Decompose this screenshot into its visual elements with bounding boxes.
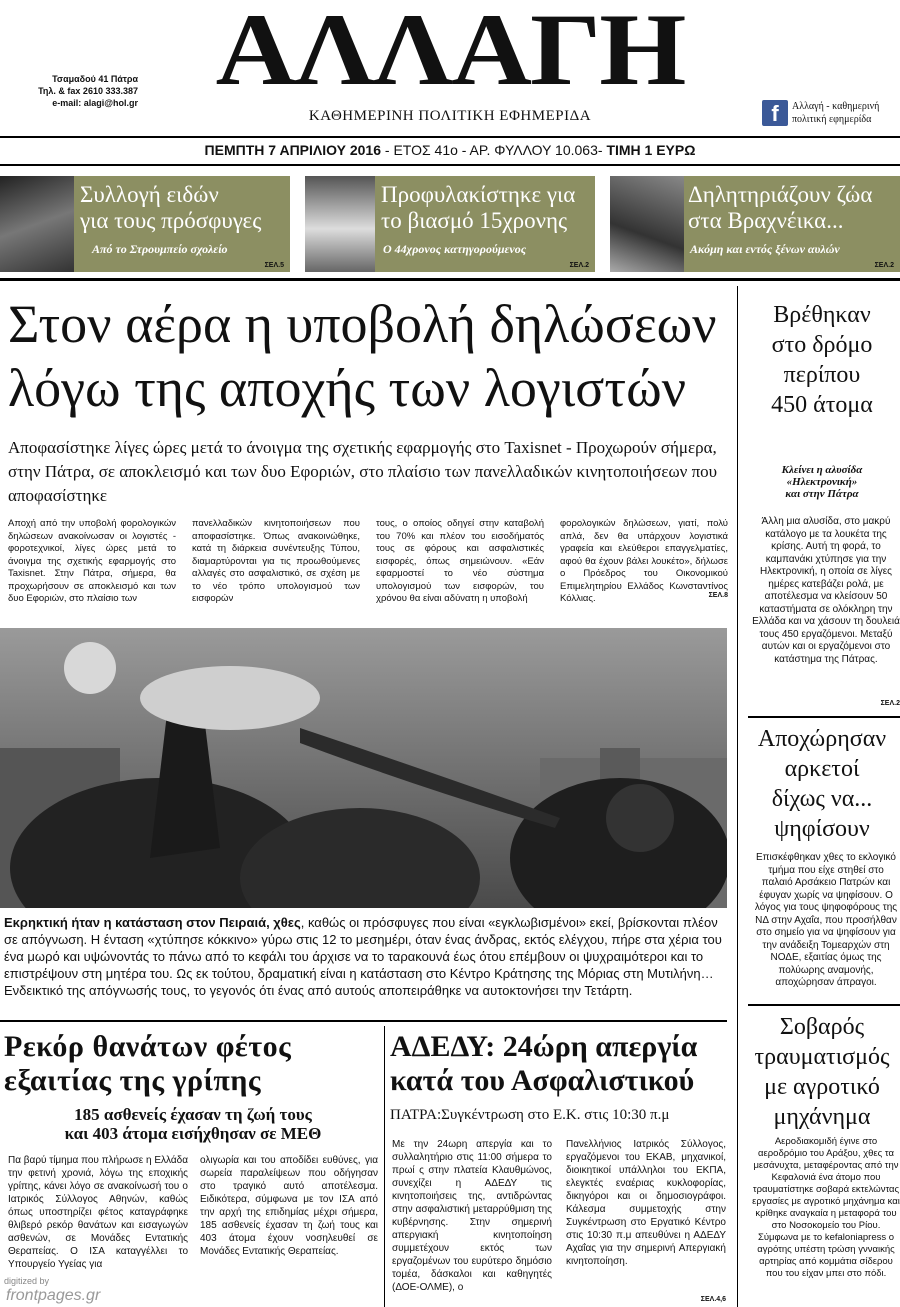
issue-number: - ΕΤΟΣ 41ο - ΑΡ. ΦΥΛΛΟΥ 10.063- (381, 142, 607, 158)
teaser-title: Προφυλακίστηκε για (381, 182, 576, 207)
flu-column: ολιγωρία και του αποδίδει ευθύνες, για σωρεία παραλείψεων που οδήγησαν στο τραγικό αυτό αποτέλεσμα. Ειδικότερα, σύμφωνα με τον ΙΣΑ από την αρχή της επιδημίας μέχρι σήμερα, 185 ασθενείς έχασαν τη ζωή τους και 403 άτομα έχουν νοσηλευθεί σε Μονάδες Εντατικής Θεραπείας. (200, 1155, 378, 1257)
teaser-title: Δηλητηριάζουν ζώα (688, 182, 873, 207)
headline-line: λόγω της αποχής των λογιστών (8, 358, 687, 418)
sidebar-headline[interactable] (744, 300, 900, 420)
caption-lead: Εκρηκτική ήταν η κατάσταση στον Πειραιά, χθες (4, 915, 301, 930)
page-ref: ΣΕΛ.5 (264, 262, 284, 269)
teaser-subtitle: Από το Στρουμπείο σχολείο (92, 242, 228, 256)
teaser-title: για τους πρόσφυγες (80, 208, 262, 233)
teaser-photo (305, 176, 375, 272)
lead-deck: Αποφασίστηκε λίγες ώρες μετά το άνοιγμα της σχετικής εφαρμογής στο Taxisnet - Προχωρούν σήμερα, στην Πάτρα, σε αποκλεισμό και των δυο Εφοριών, στο πλαίσιο των πανελλαδικών κινητοποιήσεων που αποφασίστηκε (8, 438, 718, 505)
address-line: Τσαμαδού 41 Πάτρα (52, 74, 138, 84)
headline-line: περίπου (783, 362, 861, 388)
rule (0, 136, 900, 138)
facebook-icon: f (762, 100, 788, 126)
subhead-line: Κλείνει η αλυσίδα (781, 464, 863, 476)
headline-line: Ρεκόρ θανάτων φέτος (4, 1030, 292, 1063)
rule (0, 164, 900, 166)
headline-line: Σοβαρός (779, 1014, 865, 1040)
lead-headline[interactable] (8, 292, 738, 420)
subhead-line: και στην Πάτρα (785, 488, 859, 500)
masthead-logo: ΑΛΛΑΓΗ (215, 0, 685, 108)
headline-line: Στον αέρα η υποβολή δηλώσεων (8, 294, 717, 354)
headline-line: μηχάνημα (773, 1104, 871, 1130)
facebook-line: Αλλαγή - καθημερινή (792, 101, 880, 112)
page-ref: ΣΕΛ.2 (880, 700, 900, 707)
headline-line: εξαιτίας της γρίπης (4, 1064, 262, 1097)
watermark: frontpages.gr (6, 1287, 101, 1304)
teaser-refugee-items[interactable] (0, 176, 290, 272)
photo-caption (4, 914, 726, 999)
column-divider (384, 1026, 385, 1307)
lead-column: πανελλαδικών κινητοποιήσεων που αποφασίστηκε. Όπως ανακοινώθηκε, κατά τη διάρκεια συνέντευξης Τύπου, διαμαρτύρονται για τις προωθούμενες αλλαγές στο ασφαλιστικό, σε σχέση με το νέο τρόπο υπολογισμού των εισφορών (192, 518, 360, 604)
page-ref: ΣΕΛ.4,6 (700, 1296, 726, 1303)
sidebar-body: Άλλη μια αλυσίδα, στο μακρύ κατάλογο με τα λουκέτα της κρίσης. Αυτή τη φορά, το καμπανάκι χτύπησε για την Ηλεκτρονική, η οποία σε λίγες ημέρες κατεβάζει ρολά, με αποτέλεσμα να κλείσουν 50 καταστήματα σε ολόκληρη την Ελλάδα και να χάσουν τη δουλειά τους 450 εργαζόμενοι. Μεταξύ αυτών και οι εργαζόμενοι στο κατάστημα της Πάτρας. (752, 516, 900, 665)
headline-line: αρκετοί (784, 756, 860, 782)
email-line[interactable]: e-mail: alagi@hol.gr (52, 98, 138, 108)
rule (748, 1004, 900, 1006)
facebook-line: πολιτική εφημερίδα (792, 114, 872, 125)
issue-date: ΠΕΜΠΤΗ 7 ΑΠΡΙΛΙΟΥ 2016 (204, 142, 382, 158)
sidebar-body: Επισκέφθηκαν χθες το εκλογικό τμήμα που είχε στηθεί στο παλαιό Αρσάκειο Πατρών και έφυγαν χωρίς να ψηφίσουν. Ο λόγος για τους ψηφοφόρους της ΝΔ στην Αχαΐα, που προσήλθαν στο σημείο για να ψηφίσουν για την ανάδειξη Τομεαρχών στη ΝΟΔΕ, εξαιτίας όμως της πολύωρης αναμονής, αποχώρησαν άπραγοι. (754, 852, 898, 988)
sidebar-headline[interactable] (744, 1012, 900, 1132)
teaser-title: το βιασμό 15χρονης (381, 208, 568, 233)
digitized-credit: digitized by (4, 1276, 50, 1286)
subhead-line: και 403 άτομα εισήχθησαν σε ΜΕΘ (64, 1124, 322, 1143)
headline-line: Βρέθηκαν (773, 302, 871, 328)
dateline (0, 142, 900, 158)
adedy-column: Πανελλήνιος Ιατρικός Σύλλογος, εργαζόμενοι του ΕΚΑΒ, μηχανικοί, διοικητικοί υπάλληλοι του ΕΚΠΑ, ελεγκτές εναέριας κυκλοφορίας, δικηγόροι και οι δημοσιογράφοι. Κάλεσμα συμμετοχής στην Συγκέντρωση στο Εργατικό Κέντρο στις 10:30 π.μ απευθύνει η ΑΔΕΔΥ Αχαΐας για την σημερινή Απεργιακή κινητοποίηση. (566, 1139, 726, 1267)
teaser-subtitle: Ο 44χρονος κατηγορούμενος (383, 242, 527, 256)
page-ref: ΣΕΛ.2 (569, 262, 589, 269)
phone-line: Τηλ. & fax 2610 333.387 (38, 86, 138, 96)
headline-line: στο δρόμο (771, 332, 873, 358)
lead-column: Αποχή από την υποβολή φορολογικών δηλώσεων ανακοίνωσαν οι λογιστές - φοροτεχνικοί, λίγες ώρες μετά το άνοιγμα της σχετικής εφαρμογής στο Taxisnet. Στην Πάτρα, σήμερα, θα προχωρήσουν σε αποκλεισμό και των δυο Εφοριών, στο πλαίσιο των (8, 518, 176, 604)
column-divider (737, 286, 738, 1307)
teaser-remand[interactable] (305, 176, 595, 272)
caption-text: , καθώς οι πρόσφυγες που είναι «εγκλωβισμένοι» εκεί, βρίσκονται πλέον σε απόγνωση. Η ένταση «χτύπησε κόκκινο» γύρω στις 12 το μεσημέρι, όταν ένας άνδρας, εκτός ελέγχου, πήρε στα χέρια του ένα μωρό και υψώνοντάς το πάνω από το κεφάλι του άρχισε να το ταρακουνά έως ότου επέμβουν οι ψυχραιμότεροι και το επιστρέψουν στη μητέρα του. Ως εκ τούτου, δραματική είναι η κατάσταση στο Κέντρο Κράτησης της Μόριας στη Μυτιλήνη… Ενδεικτικό της απόγνωσής τους, το γεγονός ότι ένας από αυτούς αποπειράθηκε να αυτοκτονήσει την Τετάρτη. (4, 915, 722, 998)
lead-column: τους, ο οποίος οδηγεί στην καταβολή του 70% και πλέον του εισοδήματός τους σε φόρους και ασφαλιστικές εισφορές, όπως σημειώνουν. «Εάν εφαρμοστεί το νέο σύστημα υπολογισμού των εισφορών, του χρόνου θα είναι αδύνατη η υποβολή (376, 518, 544, 604)
issue-price: ΤΙΜΗ 1 ΕΥΡΩ (606, 142, 696, 158)
headline-line: 450 άτομα (771, 392, 873, 418)
teaser-title: στα Βραχνέικα... (688, 208, 844, 233)
teaser-title: Συλλογή ειδών (80, 182, 219, 207)
masthead-subtitle: ΚΑΘΗΜΕΡΙΝΗ ΠΟΛΙΤΙΚΗ ΕΦΗΜΕΡΙΔΑ (308, 108, 592, 124)
teaser-photo (0, 176, 74, 272)
adedy-headline[interactable] (390, 1030, 730, 1098)
sidebar-subhead (744, 464, 900, 500)
rule (0, 278, 900, 281)
teaser-subtitle: Ακόμη και εντός ξένων αυλών (690, 242, 840, 256)
facebook-link[interactable] (762, 100, 900, 128)
page-ref: ΣΕΛ.2 (874, 262, 894, 269)
teaser-animal-poisoning[interactable] (610, 176, 900, 272)
rule (0, 1020, 727, 1022)
headline-line: δίχως να... (771, 786, 873, 812)
adedy-column: Με την 24ωρη απεργία και το συλλαλητήριο στις 11:00 σήμερα το πρωί ς στην πλατεία Κλαυθμώνος, συνεχίζει η ΑΔΕΔΥ τις κινητοποιήσεις της, αντιδρώντας στην ασφαλιστική μεταρρύθμιση της κυβέρνησης. Στην σημερινή απεργιακή κινητοποίηση συμμετέχουν εκτός των εργαζομένων του ευρύτερο δημόσιο τομέα, δάσκαλοι και καθηγητές (ΔΟΕ-ΟΛΜΕ), ο (392, 1139, 552, 1293)
teaser-photo (610, 176, 684, 272)
page-ref: ΣΕΛ.8 (708, 592, 728, 599)
sidebar-headline[interactable] (744, 724, 900, 844)
lead-column: φορολογικών δηλώσεων, γιατί, πολύ απλά, δεν θα υπάρχουν λογιστικά γραφεία και ελεύθεροι επαγγελματίες, αφού θα έχουν βάλει λουκέτο», δήλωσε ο Πρόεδρος του Οικονομικού Επιμελητηρίου Ελλάδος Κωνσταντίνος Κόλλιας. (560, 518, 728, 604)
sidebar-body: Αεροδιακομιδή έγινε στο αεροδρόμιο του Αράξου, χθες τα μεσάνυχτα, μεταφέροντας από την Κεφαλονιά ένα άτομο που τραυματίστηκε σοβαρά εκτελώντας εργασίες με αγροτικό μηχάνημα και κρίθηκε αναγκαία η μεταφορά του στο Νοσοκομείο του Ρίου. Σύμφωνα με το kefaloniapress ο αγρότης υπέστη τρώση γνναικής αρτηρίας από κομμάτια σίδερου που του είχαν μπει στο πόδι. (752, 1136, 900, 1279)
headline-line: τραυματισμός (754, 1044, 890, 1070)
subhead-line: 185 ασθενείς έχασαν τη ζωή τους (74, 1105, 312, 1124)
refugee-photo-image (0, 628, 727, 908)
rule (748, 716, 900, 718)
refugee-photo (0, 628, 727, 908)
headline-line: Αποχώρησαν (757, 726, 887, 752)
headline-line: ΑΔΕΔΥ: 24ώρη απεργία (390, 1030, 698, 1063)
headline-line: ψηφίσουν (774, 816, 870, 842)
adedy-subhead: ΠΑΤΡΑ:Συγκέντρωση στο Ε.Κ. στις 10:30 π.μ (390, 1107, 670, 1123)
flu-headline[interactable] (4, 1030, 382, 1098)
headline-line: κατά του Ασφαλιστικού (390, 1064, 695, 1097)
flu-column: Πα βαρύ τίμημα που πλήρωσε η Ελλάδα την φετινή χρονιά, λόγω της εποχικής γρίπης, κάνει λόγο σε ανακοίνωσή του ο Ιατρικός Σύλλογος Αθηνών, καθώς όπως υποστηρίζει φέτος καταγράφηκε θλιβερό ρεκόρ θανάτων και εισαγωγών ασθενών, σε Μονάδες Εντατικής Θεραπείας. Ο ΙΣΑ καταγγέλλει το Υπουργείο Υγείας για (8, 1155, 188, 1270)
headline-line: με αγροτικό (764, 1074, 880, 1100)
address-block (20, 73, 138, 109)
subhead-line: «Ηλεκτρονική» (786, 476, 858, 488)
flu-subhead (4, 1105, 382, 1143)
